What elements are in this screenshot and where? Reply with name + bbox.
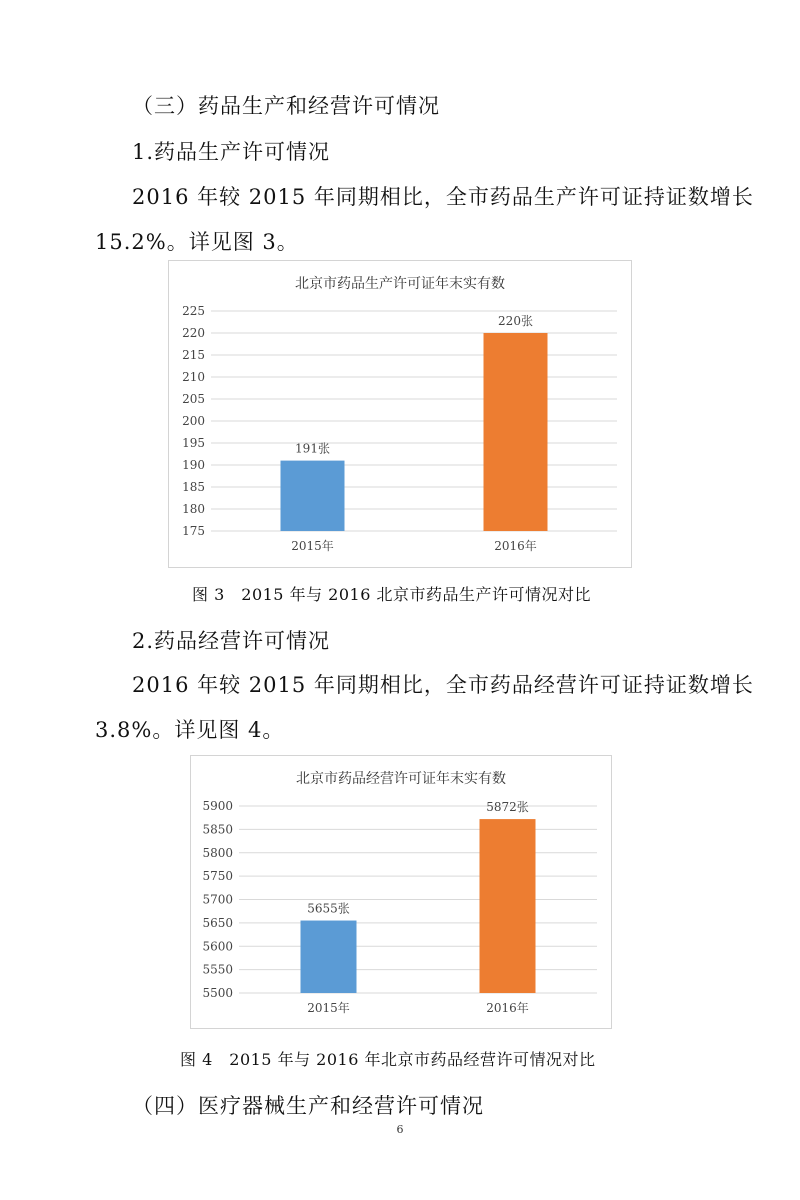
subsection2-heading: 2.药品经营许可情况 [132, 629, 331, 653]
y-tick-label: 5500 [202, 986, 233, 1000]
y-tick-label: 175 [182, 524, 205, 538]
y-tick-label: 5700 [202, 892, 233, 907]
paragraph1-line2: 15.2%。详见图 3。 [95, 230, 299, 254]
data-label: 5655张 [307, 901, 350, 916]
data-label: 5872张 [486, 800, 529, 815]
chart-title: 北京市药品生产许可证年末实有数 [295, 276, 505, 292]
y-tick-label: 180 [182, 502, 205, 516]
figure4-chart [190, 755, 612, 1029]
y-tick-label: 5650 [202, 915, 233, 930]
bar [480, 819, 536, 993]
y-tick-label: 195 [182, 436, 205, 450]
y-tick-label: 5800 [202, 845, 233, 860]
y-tick-label: 215 [182, 348, 205, 362]
page-number: 6 [396, 1123, 404, 1136]
chart-title: 北京市药品经营许可证年末实有数 [296, 771, 506, 787]
bar [484, 333, 548, 531]
paragraph2-line2: 3.8%。详见图 4。 [95, 718, 285, 742]
y-tick-label: 225 [182, 304, 205, 318]
figure4-caption: 图 4 2015 年与 2016 年北京市药品经营许可情况对比 [180, 1050, 596, 1069]
bar [301, 921, 357, 993]
paragraph2-line1: 2016 年较 2015 年同期相比，全市药品经营许可证持证数增长 [132, 673, 754, 697]
y-tick-label: 200 [182, 414, 205, 428]
y-tick-label: 185 [182, 480, 205, 494]
y-tick-label: 220 [182, 326, 205, 340]
section4-heading: （四）医疗器械生产和经营许可情况 [132, 1094, 484, 1118]
x-tick-label: 2015年 [291, 539, 334, 553]
y-tick-label: 5550 [202, 962, 233, 977]
data-label: 191张 [295, 441, 330, 456]
figure4-plot [191, 756, 611, 1028]
paragraph1-line1: 2016 年较 2015 年同期相比，全市药品生产许可证持证数增长 [132, 185, 754, 209]
bar [281, 461, 345, 531]
y-tick-label: 5900 [202, 799, 233, 813]
figure3-chart [168, 260, 632, 568]
x-tick-label: 2015年 [307, 1001, 350, 1015]
figure3-plot [169, 261, 631, 567]
y-tick-label: 210 [182, 370, 205, 384]
x-tick-label: 2016年 [494, 539, 537, 553]
subsection1-heading: 1.药品生产许可情况 [132, 140, 331, 164]
y-tick-label: 5600 [202, 939, 233, 954]
y-tick-label: 190 [182, 458, 205, 472]
y-tick-label: 205 [182, 392, 205, 406]
x-tick-label: 2016年 [486, 1001, 529, 1015]
data-label: 220张 [498, 314, 533, 328]
figure3-caption: 图 3 2015 年与 2016 北京市药品生产许可情况对比 [192, 585, 591, 604]
y-tick-label: 5850 [202, 822, 233, 837]
section3-heading: （三）药品生产和经营许可情况 [132, 94, 440, 118]
y-tick-label: 5750 [202, 869, 233, 884]
